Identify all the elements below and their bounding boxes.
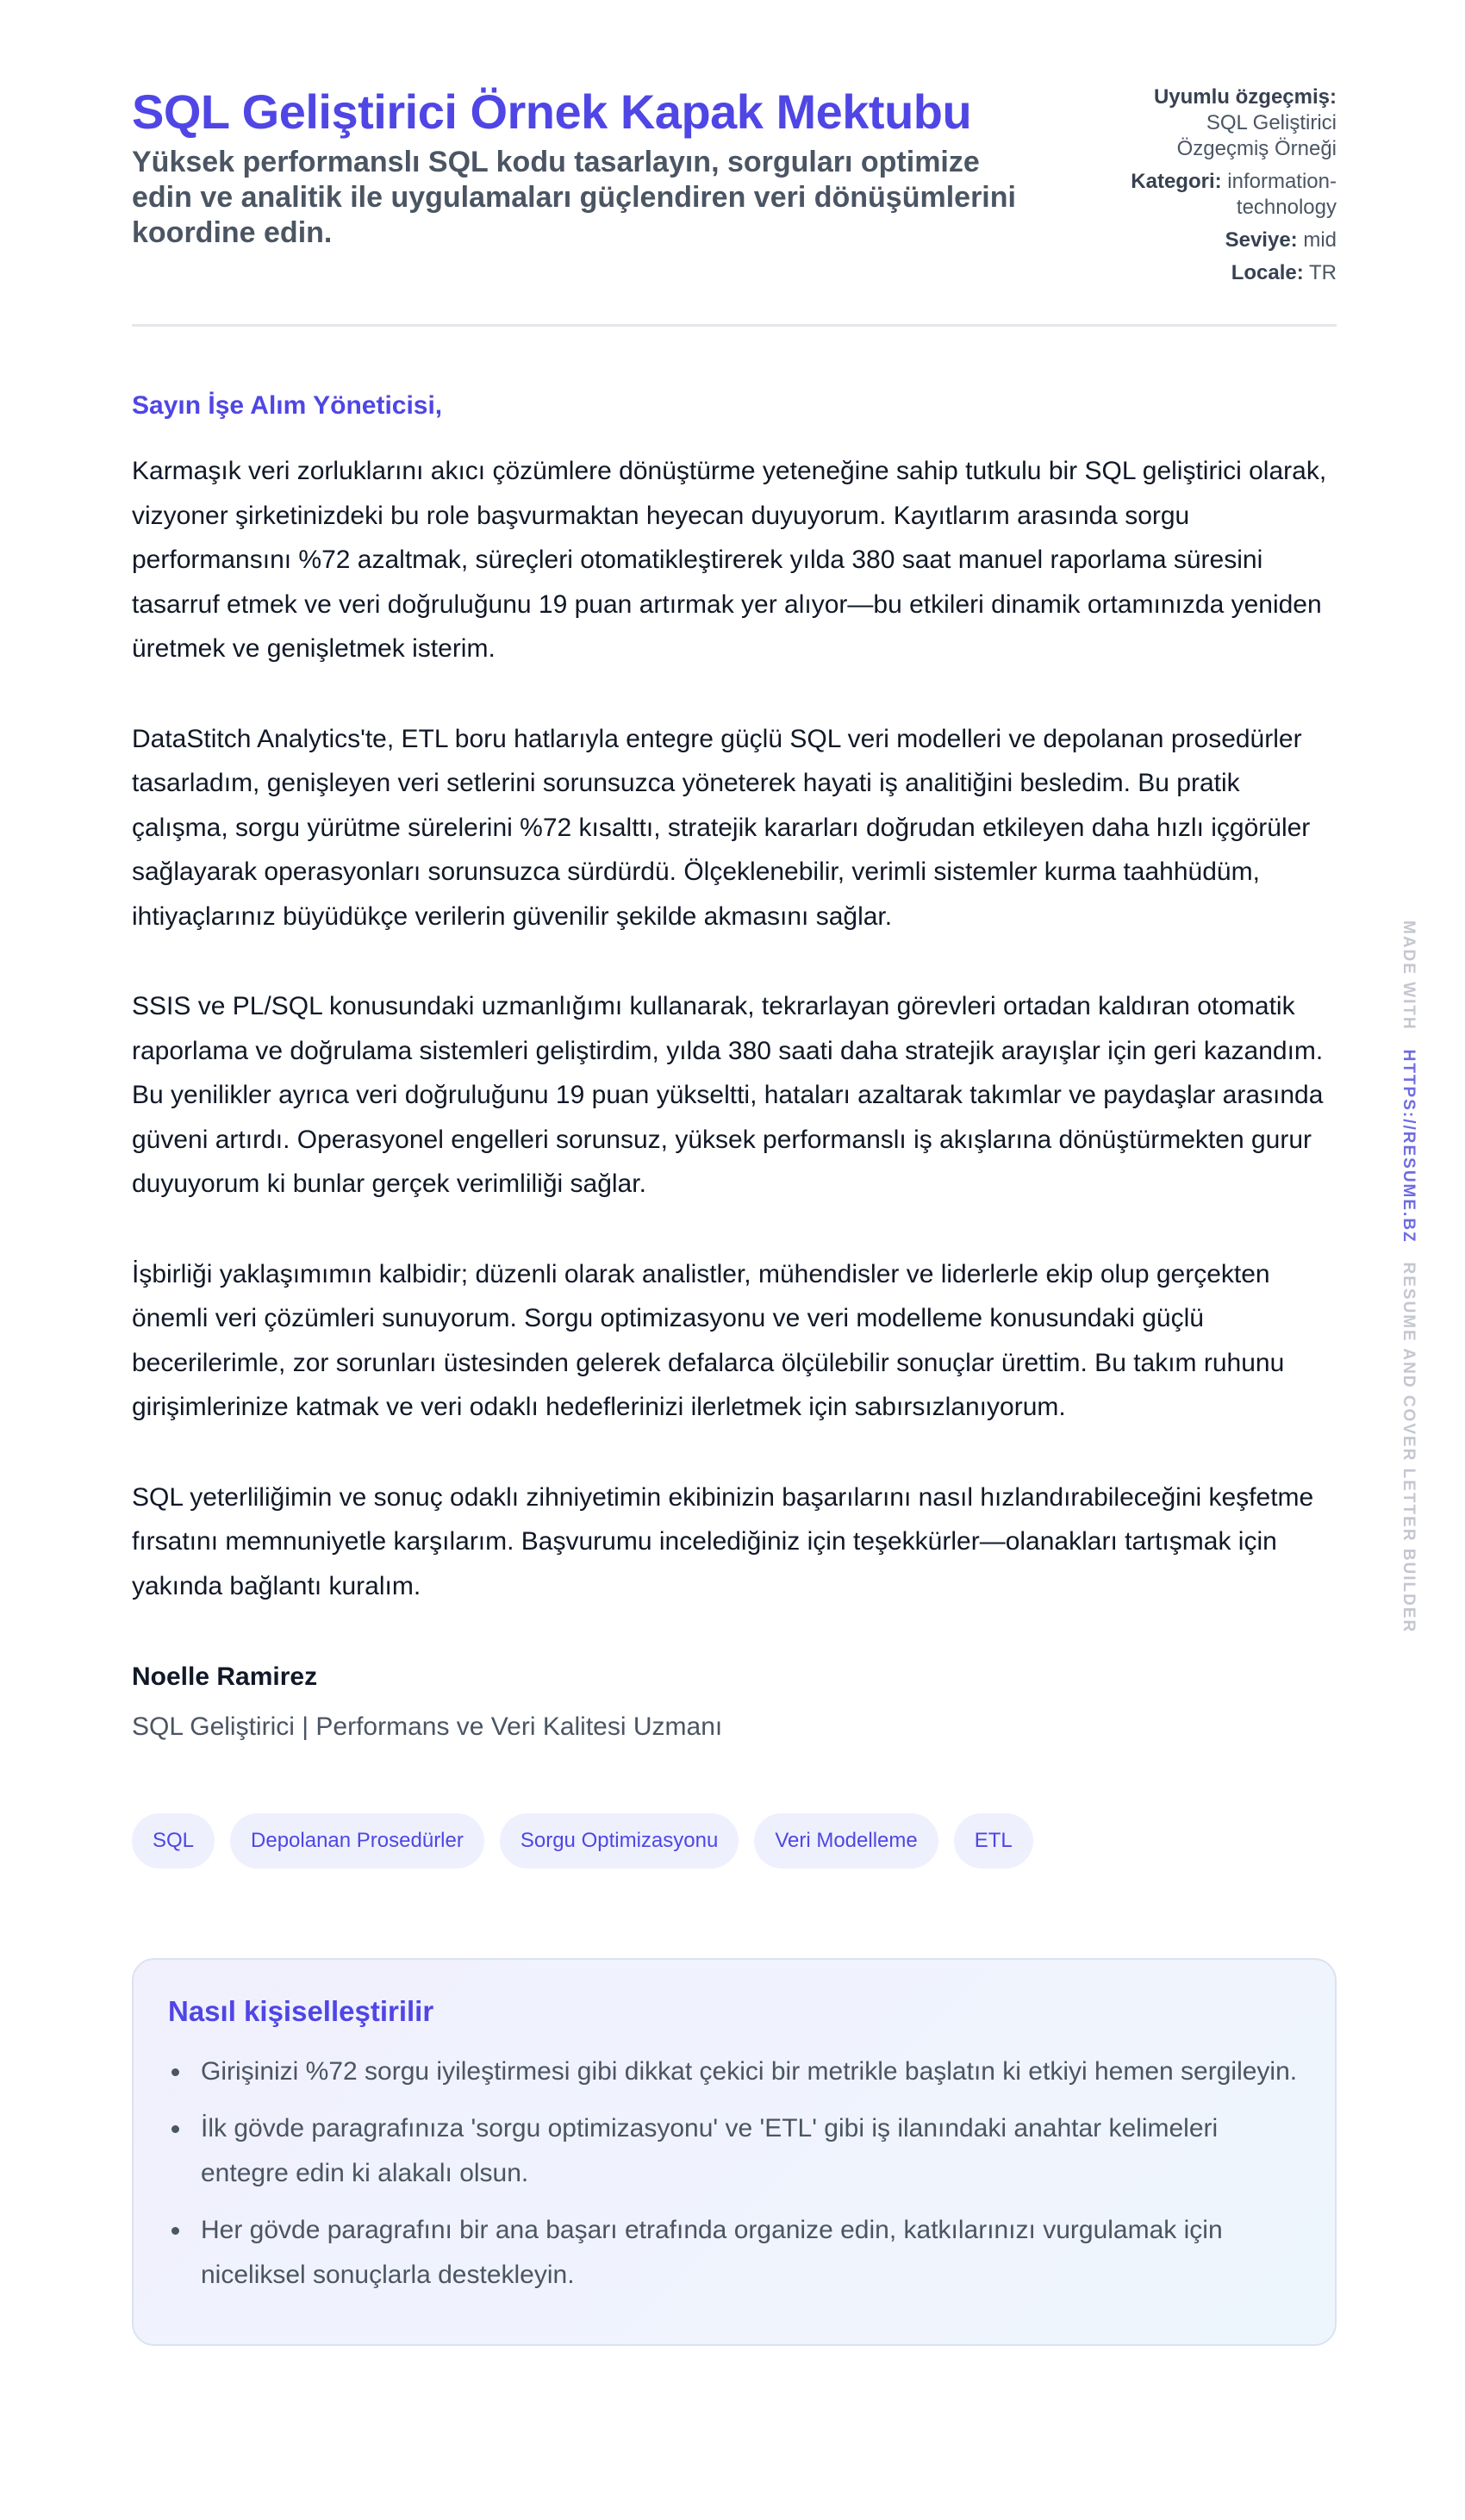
skill-tag: Veri Modelleme (754, 1813, 938, 1868)
paragraph: SQL yeterliliğimin ve sonuç odaklı zihniyetimin ekibinizin başarılarını nasıl hızlandırabileceğini keşfetme fırsatını memnuniyetle karşılarım. Başvurumu incelediğiniz için teşekkürler—olanakları tartışmak için yakında bağlantı kuralım. (132, 1482, 1314, 1600)
paragraph: SSIS ve PL/SQL konusundaki uzmanlığımı kullanarak, tekrarlayan görevleri ortadan kaldıran otomatik raporlama ve doğrulama sistemleri geliştirdim, yılda 380 saati daha stratejik arayışlar için geri kazandım. Bu yenilikler ayrıca veri doğruluğunu 19 puan yükseltti, hataları azaltarak takımlar ve paydaşlar arasında güveni artırdı. Operasyonel engelleri sorunsuz, yüksek performanslı iş akışlarına dönüştürmekten gurur duyuyorum ki bunlar gerçek verimliliği sağlar. (132, 992, 1324, 1198)
skill-tag: Depolanan Prosedürler (230, 1813, 484, 1868)
signature-title: SQL Geliştirici | Performans ve Veri Kalitesi Uzmanı (132, 1712, 723, 1741)
paragraph: İşbirliği yaklaşımımın kalbidir; düzenli olarak analistler, mühendisler ve liderlerle ekip olup gerçekten önemli veri çözümleri sunuyorum. Sorgu optimizasyonu ve veri modelleme konusundaki güçlü becerilerimle, zor sorunları üstesinden gelerek defalarca ölçülebilir sonuçlar ürettim. Bu takım ruhunu girişimlerinize katmak ve veri odaklı hedeflerinizi ilerletmek için sabırsızlanıyorum. (132, 1259, 1285, 1421)
page-title: SQL Geliştirici Örnek Kapak Mektubu (132, 84, 972, 139)
meta-resume-link[interactable]: SQL Geliştirici Özgeçmiş Örneği (1176, 111, 1337, 160)
tip-item: Her gövde paragrafını bir ana başarı etrafında organize edin, katkılarınızı vurgulamak için niceliksel sonuçlarla destekleyin. (168, 2208, 1300, 2298)
watermark: MADE WITH HTTPS://RESUME.BZ RESUME AND COVER LETTER BUILDER (1400, 920, 1418, 1634)
skill-tags (132, 1813, 1337, 1868)
watermark-link[interactable]: HTTPS://RESUME.BZ (1400, 1049, 1418, 1244)
meta-category: Kategori: information-technology (1131, 170, 1337, 219)
page-header (132, 0, 1337, 327)
letter-body (132, 449, 1337, 1608)
meta-panel (1113, 83, 1337, 324)
tip-item: İlk gövde paragrafınıza 'sorgu optimizasyonu' ve 'ETL' gibi iş ilanındaki anahtar kelimeleri entegre edin ki alakalı olsun. (168, 2106, 1300, 2196)
skill-tag: Sorgu Optimizasyonu (500, 1813, 739, 1868)
meta-locale: Locale: TR (1231, 261, 1337, 284)
page-subtitle: Yüksek performanslı SQL kodu tasarlayın, sorguları optimize edin ve analitik ile uygulamaları güçlendiren veri dönüşümlerini koordine edin. (132, 146, 1016, 249)
greeting: Sayın İşe Alım Yöneticisi, (132, 391, 443, 420)
meta-level: Seviye: mid (1225, 228, 1337, 252)
skill-tag: SQL (132, 1813, 215, 1868)
tips-list (168, 2049, 1300, 2298)
cover-letter-page (132, 0, 1337, 2346)
skill-tag: ETL (954, 1813, 1033, 1868)
tip-item: Girişinizi %72 sorgu iyileştirmesi gibi dikkat çekici bir metrikle başlatın ki etkiyi hemen sergileyin. (168, 2049, 1300, 2094)
tips-title: Nasıl kişiselleştirilir (168, 1995, 434, 2027)
paragraph: Karmaşık veri zorluklarını akıcı çözümlere dönüştürme yeteneğine sahip tutkulu bir SQL geliştirici olarak, vizyoner şirketinizdeki bu role başvurmaktan heyecan duyuyorum. Kayıtlarım arasında sorgu performansını %72 azaltmak, süreçleri otomatikleştirerek yılda 380 saat manuel raporlama süresini tasarruf etmek ve veri doğruluğunu 19 puan artırmak yer alıyor—bu etkileri dinamik ortamınızda yeniden üretmek ve genişletmek isterim. (132, 457, 1327, 663)
signature-name: Noelle Ramirez (132, 1662, 318, 1691)
paragraph: DataStitch Analytics'te, ETL boru hatlarıyla entegre güçlü SQL veri modelleri ve depolanan prosedürler tasarladım, genişleyen veri setlerini sorunsuzca yöneterek hayati iş analitiğini besledim. Bu pratik çalışma, sorgu yürütme sürelerini %72 kısalttı, stratejik kararları doğrudan etkileyen daha hızlı içgörüler sağlayarak operasyonları sorunsuzca sürdürdü. Ölçeklenebilir, verimli sistemler kurma taahhüdüm, ihtiyaçlarınız büyüdükçe verilerin güvenilir şekilde akmasını sağlar. (132, 724, 1311, 931)
title-block (132, 83, 1045, 324)
meta-resume: Uyumlu özgeçmiş: SQL Geliştirici Özgeçmiş Örneği (1153, 85, 1337, 160)
personalization-tips (132, 1958, 1337, 2346)
